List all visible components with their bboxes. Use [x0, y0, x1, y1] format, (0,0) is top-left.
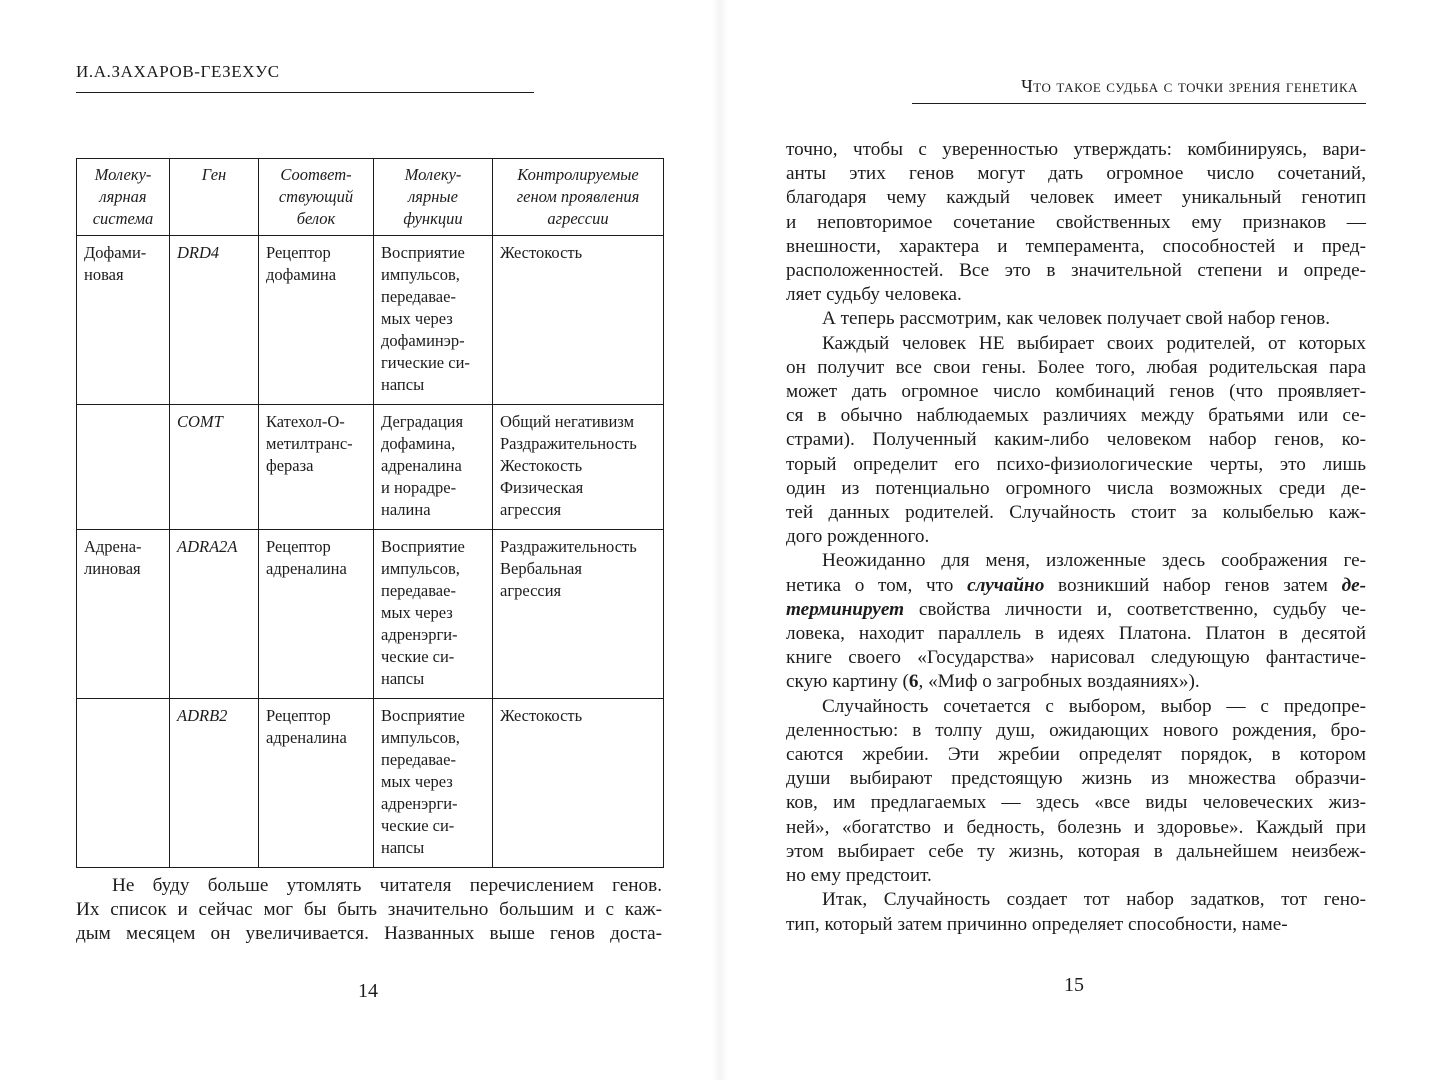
cell-line: адреналина	[266, 559, 347, 578]
text-line: он получит все свои гены. Более того, любая родительская пара	[786, 356, 1366, 378]
cell-line: Катехол-О-	[266, 412, 345, 431]
cell-line: Рецептор	[266, 706, 331, 725]
text-line: ляет судьбу человека.	[786, 284, 962, 306]
cell-line: адренэрги-	[381, 625, 458, 644]
header-line: лярная	[99, 187, 147, 206]
text-line: Итак, Случайность создает тот набор задатков, тот гено-	[822, 889, 1366, 911]
table-header-row	[77, 159, 664, 236]
cell-line: гические си-	[381, 353, 470, 372]
cell-line: Восприятие	[381, 537, 465, 556]
running-head-rule	[76, 92, 534, 93]
header-line: ствующий	[278, 187, 354, 206]
header-line: Молеку-	[404, 165, 462, 184]
emphasis: случайно	[967, 574, 1045, 596]
header-line: белок	[296, 209, 336, 228]
text-line: благодаря чему каждый человек имеет уникальный генотип	[786, 187, 1366, 209]
cell-line: Жестокость	[500, 456, 583, 475]
cell-line: Восприятие	[381, 243, 465, 262]
cell-protein	[259, 236, 374, 405]
text-line: терминирует свойства личности и, соответственно, судьбу че-	[786, 598, 1366, 620]
cell-aggression	[493, 405, 664, 530]
cell-protein	[259, 405, 374, 530]
cell-line: Вербальная	[500, 559, 582, 578]
cell-molecular-function	[374, 530, 493, 699]
cell-line: налина	[381, 500, 431, 519]
text-line: дого рожденного.	[786, 526, 930, 548]
text-line: нетика о том, что случайно возникший набор генов затем де-	[786, 574, 1366, 596]
emphasis: терминирует	[786, 598, 905, 620]
page-number-right: 15	[1064, 974, 1084, 996]
cell-line: адреналина	[266, 728, 347, 747]
cell-line: передавае-	[381, 750, 456, 769]
cell-line: адреналина	[381, 456, 462, 475]
cell-line: Общий негативизм	[500, 412, 635, 431]
cell-line: передавае-	[381, 581, 456, 600]
text-line: ков, им предлагаемых — здесь «все виды человеческих жиз-	[786, 792, 1366, 814]
header-protein	[259, 159, 374, 236]
cell-line: Дофами-	[84, 243, 147, 262]
left-body-text	[76, 874, 662, 947]
cell-gene: DRD4	[170, 236, 259, 405]
cell-line: напсы	[381, 838, 425, 857]
cell-line: метилтранс-	[266, 434, 353, 453]
text-line: внешности, характера и темперамента, способностей и пред-	[786, 235, 1366, 257]
header-molecular-system	[77, 159, 170, 236]
text-line: тей данных родителей. Случайность стоит за колыбелью каж-	[786, 502, 1366, 524]
gene-table	[76, 158, 664, 868]
cell-line: ческие си-	[381, 647, 455, 666]
paragraph	[786, 888, 1366, 936]
paragraph	[786, 307, 1366, 331]
cell-aggression	[493, 236, 664, 405]
header-gene	[170, 159, 259, 236]
cell-line: Деградация	[381, 412, 464, 431]
cell-line: Рецептор	[266, 243, 331, 262]
cell-line: напсы	[381, 375, 425, 394]
cell-line: Раздражительность	[500, 537, 637, 556]
text-line: Случайность сочетается с выбором, выбор — с предопре-	[822, 695, 1366, 717]
text-line: Неожиданно для меня, изложенные здесь соображения ге-	[822, 550, 1366, 572]
cell-molecular-function	[374, 236, 493, 405]
header-line: система	[92, 209, 154, 228]
text-line: страми). Полученный каким-либо человеком набор генов, ко-	[786, 429, 1366, 451]
header-line: Молеку-	[94, 165, 152, 184]
cell-line: Раздражительность	[500, 434, 637, 453]
text-line: Их список и сейчас мог бы быть значительно большим и с каж-	[76, 899, 662, 921]
text-line: саются жребии. Эти жребии определят порядок, в котором	[786, 744, 1366, 766]
cell-line: ческие си-	[381, 816, 455, 835]
cell-line: напсы	[381, 669, 425, 688]
paragraph	[786, 695, 1366, 889]
cell-aggression	[493, 530, 664, 699]
text-line: скую картину (6, «Миф о загробных воздаяниях»).	[786, 671, 1200, 693]
cell-line: мых через	[381, 603, 453, 622]
paragraph	[786, 549, 1366, 694]
running-head-author: И.А.ЗАХАРОВ-ГЕЗЕХУС	[76, 62, 280, 81]
text-line: расположенностей. Все это в значительной степени и опреде-	[786, 260, 1366, 282]
cell-line: новая	[84, 265, 124, 284]
cell-molecular-system	[77, 530, 170, 699]
cell-molecular-function	[374, 405, 493, 530]
text-line: один из потенциально огромного числа возможных среди де-	[786, 477, 1366, 499]
right-body-text	[786, 138, 1366, 937]
cell-line: импульсов,	[381, 728, 460, 747]
header-line: Ген	[201, 165, 227, 184]
emphasis: де-	[1341, 574, 1366, 596]
cell-line: мых через	[381, 309, 453, 328]
cell-line: Восприятие	[381, 706, 465, 725]
cell-molecular-system	[77, 236, 170, 405]
text-line: ся в обычно наблюдаемых различиях между братьями или се-	[786, 405, 1366, 427]
cell-molecular-system	[77, 405, 170, 530]
header-line: агрессии	[547, 209, 609, 228]
text-line: но ему предстоит.	[786, 865, 932, 887]
cell-line: агрессия	[500, 581, 562, 600]
cell-line: импульсов,	[381, 559, 460, 578]
header-molecular-functions	[374, 159, 493, 236]
cell-protein	[259, 530, 374, 699]
cell-line: дофамина	[266, 265, 337, 284]
text-line: может дать огромное число комбинаций генов (что проявляет-	[786, 381, 1366, 403]
table-body	[77, 236, 664, 868]
text-line: торый определит его психо-физиологические черты, это лишь	[786, 453, 1366, 475]
cell-line: импульсов,	[381, 265, 460, 284]
text-line: дым месяцем он увеличивается. Названных выше генов доста-	[76, 923, 662, 945]
cell-line: дофаминэр-	[381, 331, 465, 350]
paragraph	[76, 874, 662, 947]
cell-gene: ADRB2	[170, 699, 259, 868]
text-line: души выбирают предстоящую жизнь из множества образчи-	[786, 768, 1366, 790]
cell-molecular-function	[374, 699, 493, 868]
citation-number: 6	[908, 671, 919, 693]
text-line: Не буду больше утомлять читателя перечислением генов.	[112, 875, 662, 896]
text-line: анты этих генов могут дать огромное число сочетаний,	[786, 163, 1366, 185]
cell-line: агрессия	[500, 500, 562, 519]
cell-aggression	[493, 699, 664, 868]
text-line: этом выбирает себе ту жизнь, которая в дальнейшем неизбеж-	[786, 840, 1366, 862]
text-line: А теперь рассмотрим, как человек получает свой набор генов.	[822, 308, 1331, 330]
text-line: ловека, находит параллель в идеях Платона. Платон в десятой	[786, 623, 1366, 645]
table-row	[77, 530, 664, 699]
page-number-left: 14	[358, 980, 378, 1002]
text-line: деленностью: в толпу душ, ожидающих нового рождения, бро-	[786, 719, 1366, 741]
header-line: Соответ-	[280, 165, 352, 184]
running-head-chapter: Что такое судьба с точки зрения генетика	[1021, 76, 1358, 96]
header-line: лярные	[408, 187, 458, 206]
cell-line: Жестокость	[500, 243, 583, 262]
cell-gene: COMT	[170, 405, 259, 530]
running-head-rule	[912, 103, 1366, 104]
table-row	[77, 405, 664, 530]
text-line: тип, который затем причинно определяет способности, наме-	[786, 913, 1288, 935]
cell-line: фераза	[266, 456, 314, 475]
header-line: Контролируемые	[517, 165, 639, 184]
cell-line: линовая	[84, 559, 141, 578]
cell-line: Рецептор	[266, 537, 331, 556]
cell-molecular-system	[77, 699, 170, 868]
cell-line: Жестокость	[500, 706, 583, 725]
cell-line: и норадре-	[381, 478, 457, 497]
cell-line: мых через	[381, 772, 453, 791]
table-row	[77, 236, 664, 405]
header-line: геном проявления	[516, 187, 640, 206]
cell-line: дофамина,	[381, 434, 456, 453]
paragraph	[786, 138, 1366, 307]
text-line: Каждый человек НЕ выбирает своих родителей, от которых	[822, 332, 1366, 354]
cell-gene: ADRA2A	[170, 530, 259, 699]
paragraph	[786, 332, 1366, 550]
text-line: ней», «богатство и бедность, болезнь и здоровье». Каждый при	[786, 816, 1366, 838]
cell-line: Физическая	[500, 478, 584, 497]
text-line: книге своего «Государства» нарисовал следующую фантастиче-	[786, 647, 1366, 669]
table-row	[77, 699, 664, 868]
cell-line: адренэрги-	[381, 794, 458, 813]
cell-line: Адрена-	[84, 537, 142, 556]
header-aggression	[493, 159, 664, 236]
text-line: точно, чтобы с уверенностью утверждать: комбинируясь, вари-	[786, 139, 1366, 160]
text-line: и неповторимое сочетание свойственных ему признаков —	[786, 211, 1366, 233]
header-line: функции	[403, 209, 463, 228]
cell-line: передавае-	[381, 287, 456, 306]
cell-protein	[259, 699, 374, 868]
